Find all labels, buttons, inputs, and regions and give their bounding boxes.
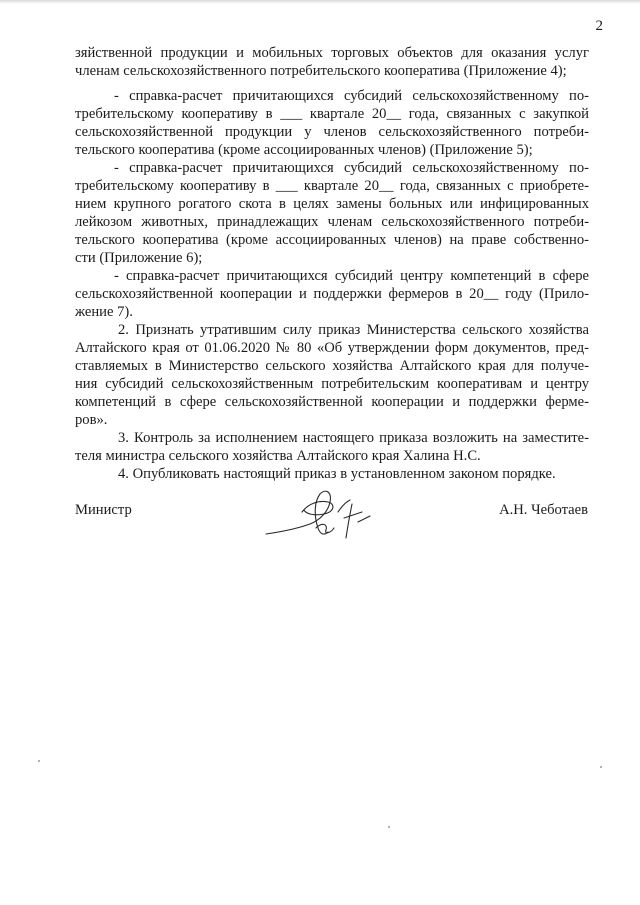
body-line: ставляемых в Министерство сельского хозяйства Алтайского края для получе- — [75, 358, 589, 374]
body-line: ров». — [75, 412, 108, 428]
body-line: сельскохозяйственной кооперации и поддержки фермеров в 20__ году (Прило- — [75, 286, 589, 302]
body-line: требительскому кооперативу в ___ квартале 20__ года, связанных с закупкой — [75, 106, 589, 122]
scan-speck — [388, 826, 390, 828]
body-line: - справка-расчет причитающихся субсидий сельскохозяйственному по- — [114, 88, 589, 104]
body-line: жение 7). — [75, 304, 133, 320]
scan-speck — [600, 766, 602, 768]
body-line: требительскому кооперативу в ___ квартале 20__ года, связанных с приобрете- — [75, 178, 589, 194]
signatory-title: Министр — [75, 502, 132, 518]
scan-top-edge — [0, 0, 640, 4]
handwritten-signature — [258, 482, 378, 552]
body-line: тельского кооператива (кроме ассоциированных членов) (Приложение 5); — [75, 142, 533, 158]
body-line: 4. Опубликовать настоящий приказ в установленном законом порядке. — [118, 466, 556, 482]
body-line: теля министра сельского хозяйства Алтайского края Халина Н.С. — [75, 448, 481, 464]
body-line: лейкозом животных, принадлежащих членам сельскохозяйственного потреби- — [75, 214, 589, 230]
page-number: 2 — [595, 18, 603, 34]
body-line: сти (Приложение 6); — [75, 250, 203, 266]
body-line: - справка-расчет причитающихся субсидий центру компетенций в сфере — [114, 268, 589, 284]
body-line: зяйственной продукции и мобильных торговых объектов для оказания услуг — [75, 45, 589, 61]
signatory-name: А.Н. Чеботаев — [499, 502, 588, 518]
body-line: 2. Признать утратившим силу приказ Министерства сельского хозяйства — [118, 322, 589, 338]
body-line: сельскохозяйственной продукции у членов сельскохозяйственного потреби- — [75, 124, 589, 140]
body-line: нием крупного рогатого скота в целях замены больных или инфицированных — [75, 196, 589, 212]
body-line: ния субсидий сельскохозяйственным потребительским кооперативам и центру — [75, 376, 589, 392]
body-line: Алтайского края от 01.06.2020 № 80 «Об утверждении форм документов, пред- — [75, 340, 589, 356]
scan-speck — [38, 760, 40, 762]
body-line: членам сельскохозяйственного потребительского кооператива (Приложение 4); — [75, 63, 567, 79]
body-line: - справка-расчет причитающихся субсидий сельскохозяйственному по- — [114, 160, 589, 176]
body-line: тельского кооператива (кроме ассоциированных членов) на праве собственно- — [75, 232, 589, 248]
body-line: 3. Контроль за исполнением настоящего приказа возложить на заместите- — [118, 430, 589, 446]
body-line: компетенций в сфере сельскохозяйственной кооперации и поддержки фермe- — [75, 394, 589, 410]
